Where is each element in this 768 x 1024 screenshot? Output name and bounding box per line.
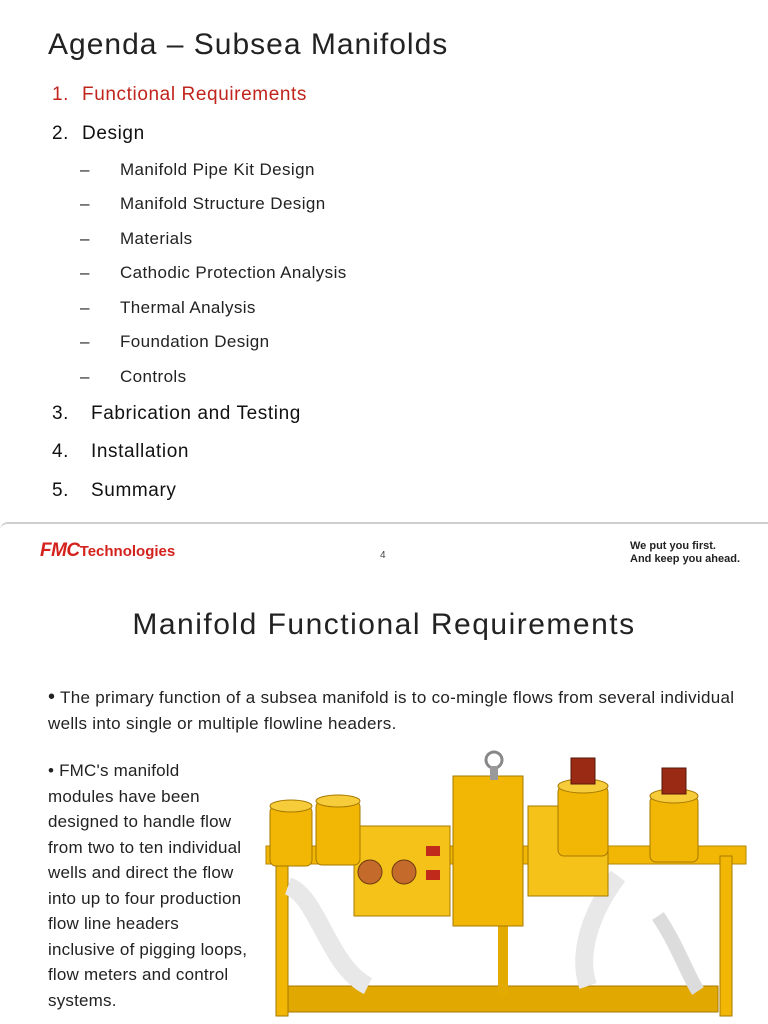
paragraph-manifold-modules: • FMC's manifold modules have been designed to handle flow from two to ten individual wells and direct the flow into up to four production flow line headers inclusive of pigging loops, flow meters and control systems. [48,761,248,1010]
bullet-icon: • [48,761,55,780]
bullet-icon: • [48,686,56,708]
subsea-manifold-image [258,746,750,1024]
page-number: 4 [380,550,386,561]
fmc-logo: FMCTechnologies [40,540,176,561]
agenda-slide: Agenda – Subsea Manifolds 1. Functional Requirements 2. Design – Manifold Pipe Kit Design – Manifold Structure Design – Materials – Cathodic Protection Analysis – Thermal Analysis – Foundation Design – Controls 3. Fabrication and Testing 4. Installation 5. Summary [48,28,449,501]
slide-title: Manifold Functional Requirements [132,608,636,641]
requirements-slide [0,578,768,1024]
paragraph-primary-function: • The primary function of a subsea manifold is to co-mingle flows from several individual wells into single or multiple flowline headers. [48,686,735,733]
slide-footer [0,528,768,578]
tagline: We put you first. And keep you ahead. [630,540,741,565]
page-title: Agenda – Subsea Manifolds [48,28,449,61]
